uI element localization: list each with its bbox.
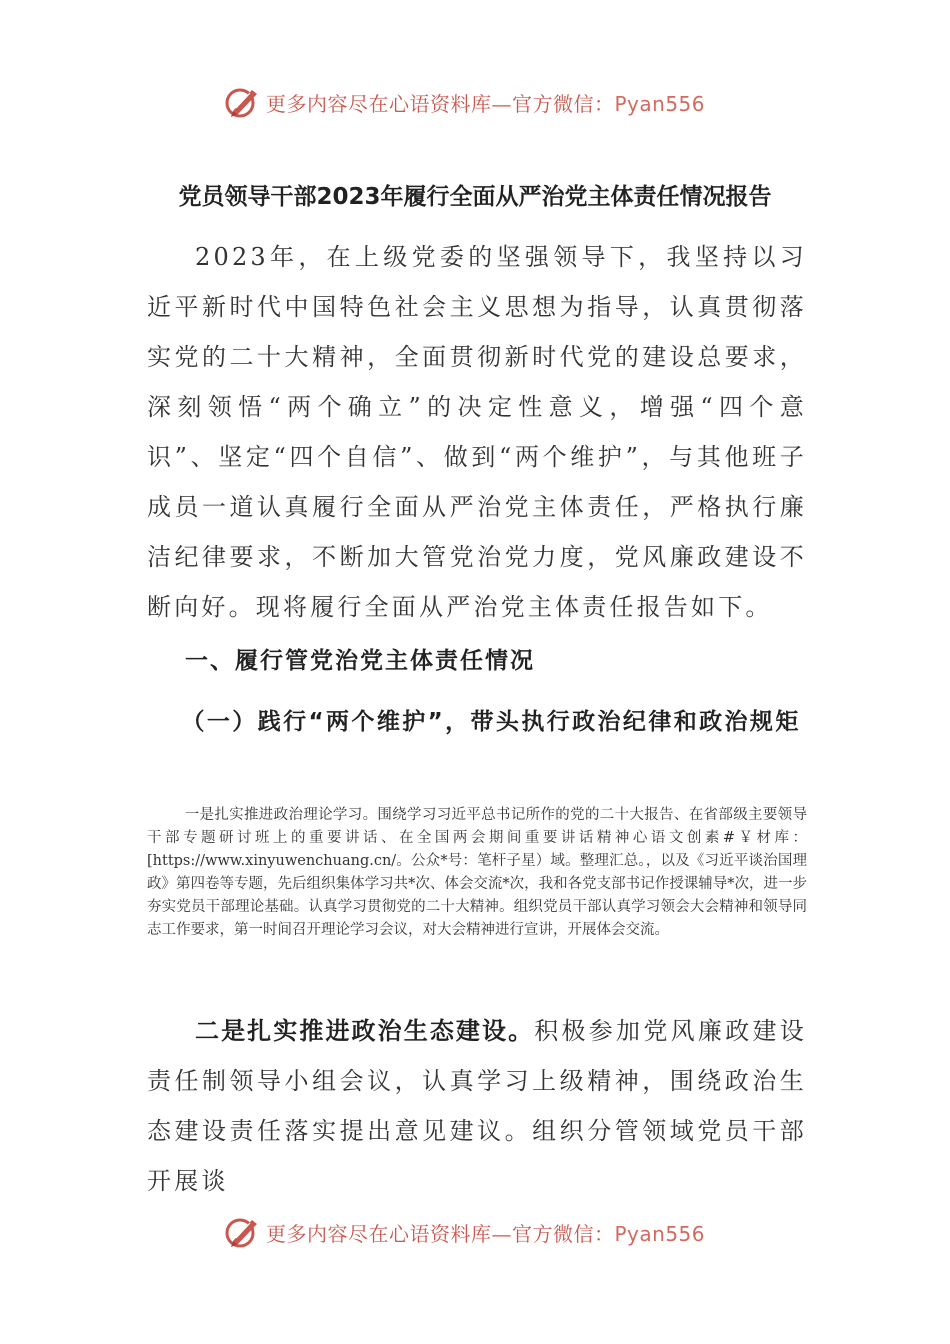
- watermark-text: [266, 1218, 705, 1247]
- watermark-wechat-id: Pyan556: [614, 1222, 706, 1246]
- intro-paragraph: 2023年，在上级党委的坚强领导下，我坚持以习近平新时代中国特色社会主义思想为指导，认真贯彻落实党的二十大精神，全面贯彻新时代党的建设总要求，深刻领悟“两个确立”的决定性意义，增强“四个意识”、坚定“四个自信”、做到“两个维护”，与其他班子成员一道认真履行全面从严治党主体责任，严格执行廉洁纪律要求，不断加大管党治党力度，党风廉政建设不断向好。现将履行全面从严治党主体责任报告如下。: [147, 243, 807, 621]
- watermark-header: [0, 82, 950, 122]
- watermark-wechat-id: Pyan556: [614, 92, 706, 116]
- watermark-label: 更多内容尽在心语资料库—官方微信：: [266, 92, 615, 116]
- watermark-label: 更多内容尽在心语资料库—官方微信：: [266, 1222, 615, 1246]
- subsection-heading: （一）践行“两个维护”，带头执行政治纪律和政治规矩: [181, 709, 801, 735]
- section-heading: 一、履行管党治党主体责任情况: [185, 648, 535, 674]
- watermark-text: [266, 88, 705, 117]
- item-2-body: 积极参加党风廉政建设责任制领导小组会议，认真学习上级精神，围绕政治生态建设责任落实提出意见建议。组织分管领域党员干部开展谈: [147, 1017, 808, 1195]
- item-1-paragraph: 一是扎实推进政治理论学习。围绕学习习近平总书记所作的党的二十大报告、在省部级主要领导干部专题研讨班上的重要讲话、在全国两会期间重要讲话精神心语文创素#￥材库：[https://www.xinyuwenchuang.cn/。公众*号：笔杆子星）域。整理汇总。，以及《习近平谈治国理政》第四卷等专题，先后组织集体学习共*次、体会交流*次，我和各党支部书记作授课辅导*次，进一步夯实党员干部理论基础。认真学习贯彻党的二十大精神。组织党员干部认真学习领会大会精神和领导同志工作要求，第一时间召开理论学习会议，对大会精神进行宣讲，开展体会交流。: [147, 807, 807, 938]
- pen-logo-icon: [224, 84, 262, 120]
- item-2-lead: 二是扎实推进政治生态建设。: [195, 1017, 535, 1045]
- document-title: 党员领导干部2023年履行全面从严治党主体责任情况报告: [178, 184, 772, 210]
- watermark-footer: [0, 1212, 950, 1252]
- pen-logo-icon: [224, 1214, 262, 1250]
- item-2-paragraph: [147, 1006, 807, 1206]
